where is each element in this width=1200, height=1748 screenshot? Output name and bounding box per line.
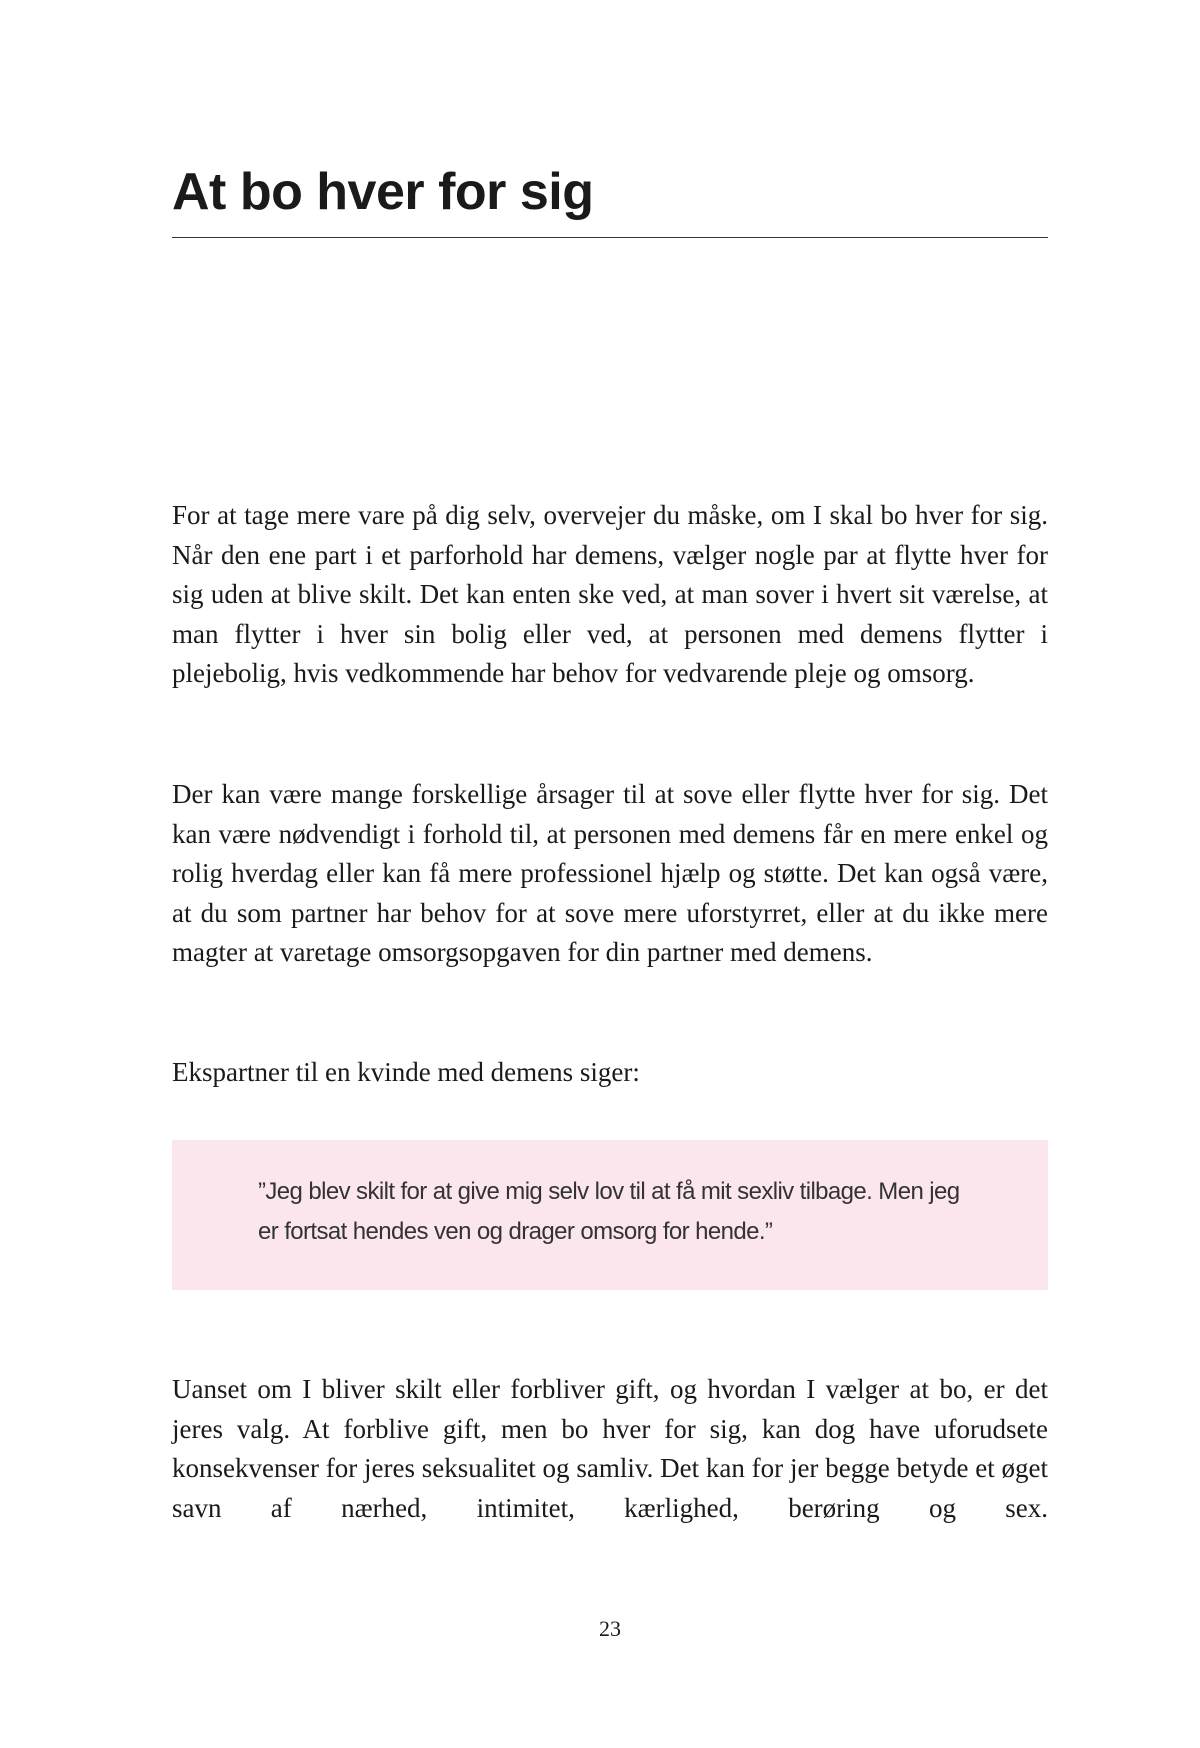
paragraph-reasons: Der kan være mange forskellige årsager til at sove eller flytte hver for sig. Det kan være nødvendigt i forhold til, at personen med demens får en mere enkel og rolig hverdag eller kan få mere professionel hjælp og støtte. Det kan også være, at du som partner har behov for at sove mere uforstyrret, eller at du ikke mere magter at varetage omsorgsopgaven for din partner med demens. <box>172 779 1048 967</box>
document-page <box>172 0 1048 1748</box>
quote-text: ”Jeg blev skilt for at give mig selv lov til at få mit sexliv tilbage. Men jeg er fortsat hendes ven og drager omsorg for hende.” <box>258 1178 960 1245</box>
section-heading: At bo hver for sig <box>172 163 594 221</box>
paragraph-consequences: Uanset om I bliver skilt eller forbliver gift, og hvordan I vælger at bo, er det jeres valg. At forblive gift, men bo hver for sig, kan dog have uforudsete konsekvenser for jeres seksualitet og samliv. Det kan for jer begge betyde et øget savn af nærhed, intimitet, kærlighed, berøring og sex. <box>172 1374 1048 1523</box>
heading-divider <box>172 237 1048 238</box>
paragraph-living-apart: For at tage mere vare på dig selv, overvejer du måske, om I skal bo hver for sig. Når den ene part i et parforhold har demens, vælger nogle par at flytte hver for sig uden at blive skilt. Det kan enten ske ved, at man sover i hvert sit værelse, at man flytter i hver sin bolig eller ved, at personen med demens flytter i plejebolig, hvis vedkommende har behov for vedvarende pleje og omsorg. <box>172 500 1048 688</box>
quote-box <box>172 1140 1048 1290</box>
page-number: 23 <box>599 1616 621 1641</box>
paragraph-quote-intro: Ekspartner til en kvinde med demens siger: <box>172 1057 640 1087</box>
